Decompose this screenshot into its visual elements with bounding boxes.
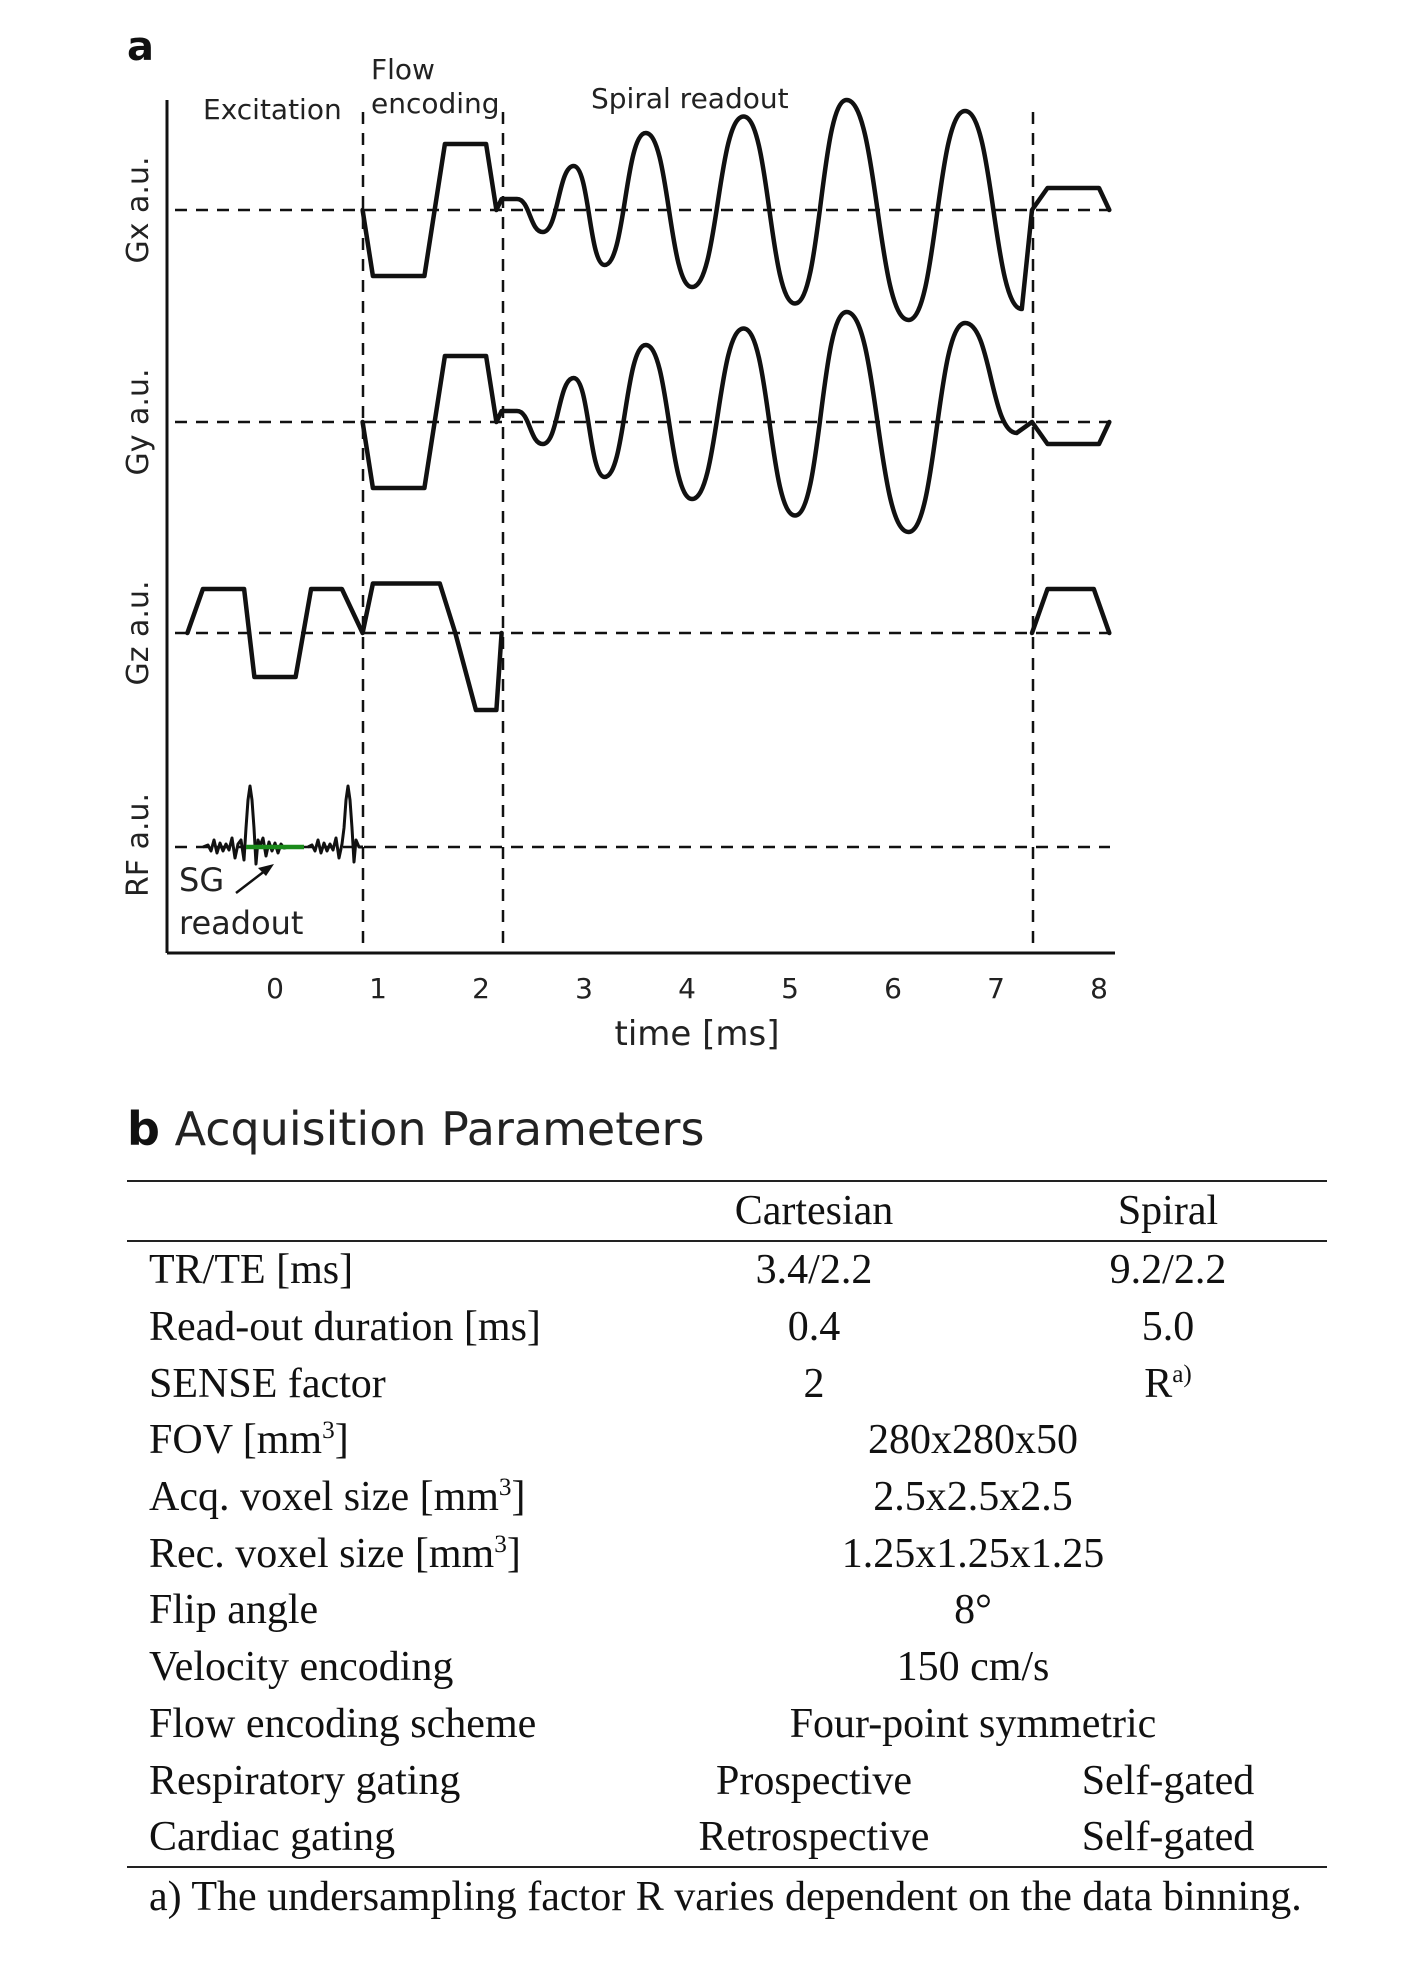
table-row [127,1355,1327,1412]
shared-value: 150 cm/s [896,1644,1050,1691]
table-row [127,1696,1327,1753]
shared-value: 8° [954,1587,992,1634]
row-label-sup: 3 [498,1474,512,1502]
spiral-value: 5.0 [1141,1304,1195,1351]
table-row [127,1299,1327,1356]
row-label: Read-out duration [ms] [149,1304,541,1351]
row-label [127,1469,619,1526]
row-label-sup: 3 [322,1417,335,1445]
row-label: Velocity encoding [149,1644,454,1691]
table-row [127,1752,1327,1809]
row-label-sup: 3 [494,1530,507,1558]
x-tick-label: 2 [472,972,490,1005]
table-row [127,1241,1327,1299]
phase-spiral-label: Spiral readout [591,82,789,115]
row-label [127,1412,619,1469]
spiral-value: 9.2/2.2 [1109,1247,1227,1294]
sg-readout-label-line2: readout [179,904,304,942]
header-empty [127,1181,619,1241]
row-label-rf: RF a.u. [121,792,156,898]
row-label-text: Rec. voxel size [mm [149,1530,495,1577]
panel-b-title: Acquisition Parameters [174,1102,705,1156]
gz-waveform-rewinder [1032,589,1109,633]
x-tick-label: 0 [266,972,284,1005]
row-label-gz: Gz a.u. [121,580,156,686]
row-label-end: ] [506,1530,521,1577]
table-row [127,1525,1327,1582]
row-label-gx: Gx a.u. [121,156,156,264]
table-footnote: a) The undersampling factor R varies dependent on the data binning. [127,1867,1327,1926]
row-label-end: ] [511,1474,526,1521]
cartesian-value: Retrospective [698,1814,930,1861]
cartesian-value: 0.4 [787,1304,841,1351]
x-tick-label: 7 [987,972,1005,1005]
x-tick-label: 6 [884,972,902,1005]
spiral-value [1009,1355,1327,1412]
x-tick-labels [266,972,1108,1005]
row-label: Flow encoding scheme [149,1700,537,1747]
sg-readout-arrow [236,870,266,893]
row-label: TR/TE [ms] [149,1247,354,1294]
row-label: Flip angle [149,1587,319,1634]
table-row [127,1582,1327,1639]
footnote-marker: a) [1172,1360,1192,1388]
x-tick-label: 3 [575,972,593,1005]
row-label-end: ] [334,1417,349,1464]
x-tick-label: 1 [369,972,387,1005]
row-label-text: Acq. voxel size [mm [149,1474,499,1521]
table-row [127,1469,1327,1526]
header-spiral: Spiral [1009,1181,1327,1241]
row-label [127,1525,619,1582]
cartesian-value: 3.4/2.2 [755,1247,873,1294]
footnote-row [127,1867,1327,1926]
table-row [127,1639,1327,1696]
row-label: Cardiac gating [149,1814,396,1861]
spiral-value: Self-gated [1081,1757,1255,1804]
x-axis-title: time [ms] [614,1014,780,1054]
baselines [175,210,1110,847]
row-label: SENSE factor [149,1360,386,1407]
panel-b-heading [127,1102,704,1156]
rf-pulse-1 [203,786,289,864]
sg-readout-label-line1: SG [179,861,225,899]
rf-pulse-2 [308,786,363,862]
cartesian-value: 2 [803,1360,825,1407]
row-label-text: FOV [mm [149,1417,323,1464]
shared-value: 280x280x50 [868,1417,1078,1464]
x-tick-label: 8 [1090,972,1108,1005]
shared-value: Four-point symmetric [789,1700,1157,1747]
table-row [127,1809,1327,1867]
phase-flow-label-line2: encoding [371,87,500,120]
panel-b-label: b [127,1102,160,1156]
waveforms [187,100,1109,710]
cartesian-value: Prospective [716,1757,912,1804]
row-label-gy: Gy a.u. [121,368,156,476]
spiral-value-text: R [1144,1360,1173,1407]
acquisition-parameters-table [127,1180,1327,1926]
table-header-row [127,1181,1327,1241]
header-cartesian: Cartesian [619,1181,1009,1241]
gz-waveform [187,584,501,711]
shared-value: 1.25x1.25x1.25 [841,1530,1105,1577]
phase-flow-label-line1: Flow [371,53,435,86]
row-label: Respiratory gating [149,1757,461,1804]
phase-excitation-label: Excitation [203,93,342,126]
rf-pulses [203,786,363,864]
spiral-value: Self-gated [1081,1814,1255,1861]
shared-value: 2.5x2.5x2.5 [873,1474,1073,1521]
panel-a-label: a [127,24,154,70]
x-tick-label: 5 [781,972,799,1005]
table-row [127,1412,1327,1469]
x-tick-label: 4 [678,972,696,1005]
